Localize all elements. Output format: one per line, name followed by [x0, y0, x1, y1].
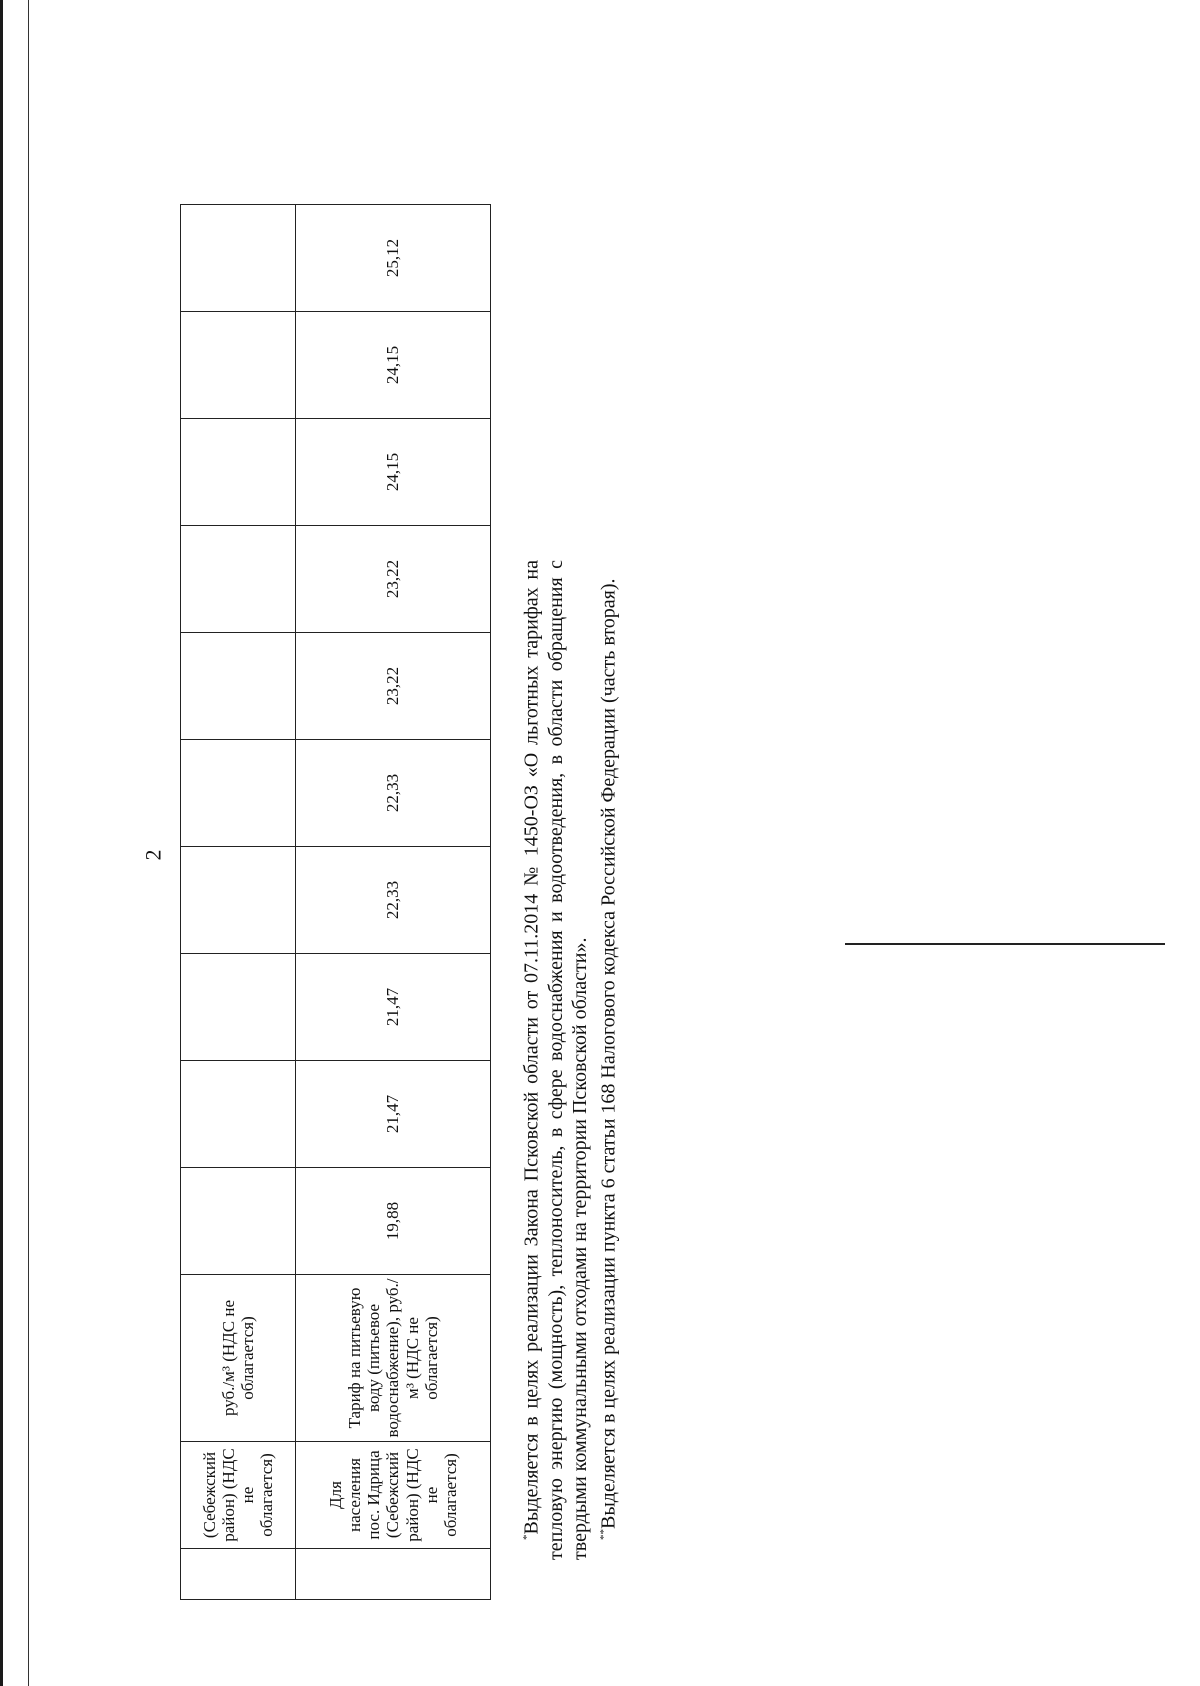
table-cell-empty — [181, 633, 296, 740]
table-cell-value: 24,15 — [296, 312, 491, 419]
footnote-mark: * — [521, 1534, 533, 1540]
table-cell-value: 25,12 — [296, 205, 491, 312]
table-cell-empty — [181, 205, 296, 312]
footnote-text: Выделяется в целях реализации Закона Псковской области от 07.11.2014 № 1450-ОЗ «О льготных тарифах на тепловую энергию (мощность), теплоноситель, в сфере водоснабжения и водоотведения, в области обращения с твердыми коммунальными отходами на территории Псковской области». — [520, 560, 591, 1560]
tariff-table — [180, 204, 491, 1600]
table-cell-empty — [181, 1168, 296, 1275]
table-cell-empty — [181, 847, 296, 954]
table-cell-empty — [181, 954, 296, 1061]
footnote-1 — [515, 560, 592, 1560]
table-cell-empty — [181, 526, 296, 633]
table-cell-empty — [181, 312, 296, 419]
footnote-text: Выделяется в целях реализации пункта 6 статьи 168 Налогового кодекса Российской Федерации (часть вторая). — [597, 578, 620, 1529]
table-cell-value: 21,47 — [296, 954, 491, 1061]
table-cell-value: 19,88 — [296, 1168, 491, 1275]
table-cell-value: 23,22 — [296, 633, 491, 740]
table-cell-value: 22,33 — [296, 847, 491, 954]
table-cell-empty — [181, 419, 296, 526]
table-cell-population: Для населения пос. Идрица (Себежский район) (НДС не облагается) — [296, 1442, 491, 1549]
table-cell-empty — [181, 740, 296, 847]
divider-line — [845, 943, 1165, 945]
scan-edge-line — [28, 0, 29, 1686]
table-cell-value: 23,22 — [296, 526, 491, 633]
table-cell-empty — [181, 1061, 296, 1168]
page-number: 2 — [140, 849, 166, 861]
table-row — [181, 205, 296, 1600]
table-cell-empty — [296, 1549, 491, 1600]
table-cell-unit: руб./м³ (НДС не облагается) — [181, 1275, 296, 1442]
table-cell-value: 24,15 — [296, 419, 491, 526]
table-cell-tariff-name: Тариф на питьевую воду (питьевое водоснабжение), руб./м³ (НДС не облагается) — [296, 1275, 491, 1442]
table-cell-value: 22,33 — [296, 740, 491, 847]
footnote-2 — [592, 560, 621, 1560]
table-cell-area: (Себежский район) (НДС не облагается) — [181, 1442, 296, 1549]
table-row — [296, 205, 491, 1600]
table-cell-value: 21,47 — [296, 1061, 491, 1168]
footnotes — [515, 560, 620, 1560]
footnote-mark: ** — [597, 1529, 610, 1540]
scan-edge — [0, 0, 3, 1686]
table-cell-empty — [181, 1549, 296, 1600]
rotated-page-content — [180, 80, 620, 1600]
